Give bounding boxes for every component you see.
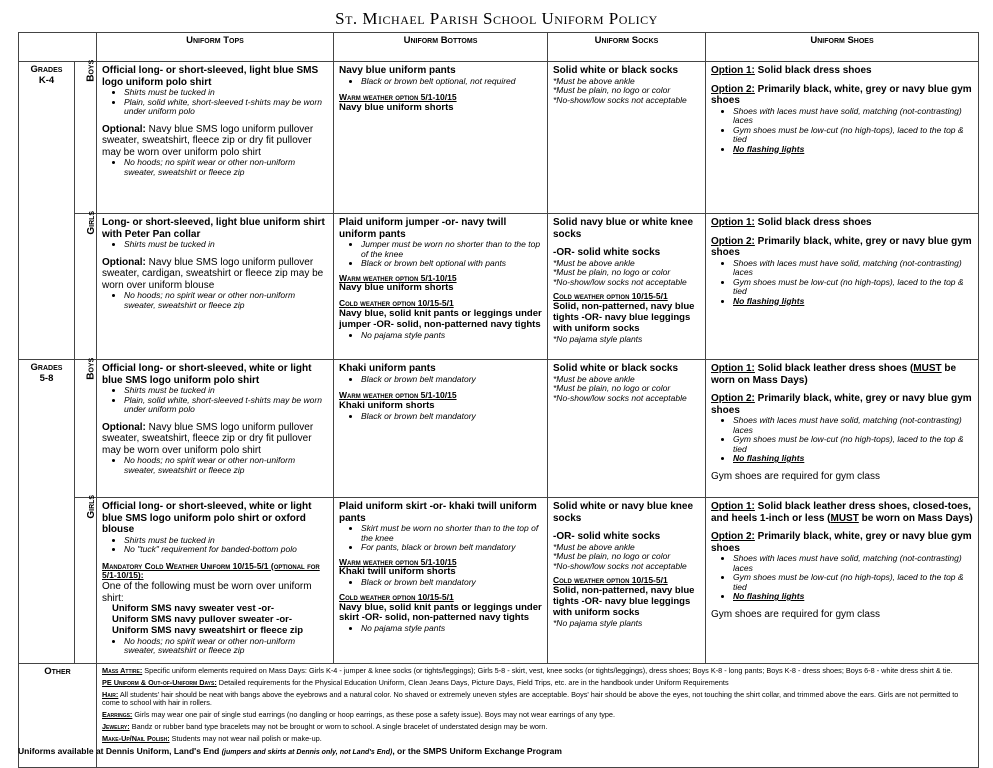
g58-girls-tops: Official long- or short-sleeved, white or light blue SMS logo uniform polo shirt or oxford blouse • Shirts must be tucked in • No "tuck" requirement for banded-bottom polo Mandatory Cold Weather Uniform 10/15-5/1 (optional for 5/1-10/15): One of the following must be worn over uniform shirt: Uniform SMS navy sweater vest -or- Uniform SMS navy pullover sweater -or- Uniform SMS navy sweatshirt or fleece zip • No hoods; no spirit wear or other non-uniform sweater, sweatshirt or fleece zip [97,498,334,664]
uniform-policy-table [18,32,979,768]
jewelry-rule: Jewelry: Bandz or rubber band type bracelets may not be brought or worn to school. A single bracelet of understated design may be worn. [102,721,548,731]
g58-boys-socks: Solid white or black socks *Must be above ankle *Must be plain, no logo or color *No-show/low socks not acceptable [548,360,706,498]
header-tops: Uniform Tops [97,33,334,62]
k4-girls-shoes: Option 1: Solid black dress shoes Option 2: Primarily black, white, grey or navy blue gym shoes • Shoes with laces must have solid, matching (not-contrasting) laces • Gym shoes must be low-cut (no high-tops), laced to the top & tied • No flashing lights [706,214,979,360]
earrings-rule: Earrings: Girls may wear one pair of single stud earrings (no dangling or hoop earrings, as these pose a safety issue). Boys may not wear earrings of any type. [102,710,616,719]
row-k4-girls [19,214,979,360]
k4-boys-shoes: Option 1: Solid black dress shoes Option 2: Primarily black, white, grey or navy blue gym shoes • Shoes with laces must have solid, matching (not-contrasting) laces • Gym shoes must be low-cut (no high-tops), laced to the top & tied • No flashing lights [706,62,979,214]
k4-boys-socks: Solid white or black socks *Must be above ankle *Must be plain, no logo or color *No-show/low socks not acceptable [548,62,706,214]
k4-boys-bottoms: Navy blue uniform pants • Black or brown belt optional, not required Warm weather option 5/1-10/15 Navy blue uniform shorts [334,62,548,214]
header-row [19,33,979,62]
mass-attire-rule: Mass Attire: Specific uniform elements required on Mass Days: Girls K-4 - jumper & knee socks (or tights/leggings); Girls 5-8 - skirt, vest, knee socks (or tights/leggings), dress shoes; Boys K-8 - long pants; Boys K-8 - dress shoes; Boys 6-8 - white dress shirt & tie. [102,666,953,675]
header-socks: Uniform Socks [548,33,706,62]
page-title: St. Michael Parish School Uniform Policy [335,9,658,28]
header-bottoms: Uniform Bottoms [334,33,548,62]
g58-girls-socks: Solid white or navy blue knee socks -OR- solid white socks *Must be above ankle *Must be plain, no logo or color *No-show/low socks not acceptable Cold weather option 10/15-5/1 Solid, non-patterned, navy blue tights -OR- navy blue leggings with uniform socks *No pajama style plants [548,498,706,664]
corner-cell [19,33,97,62]
row-58-boys [19,360,979,498]
g58-boys-shoes: Option 1: Solid black leather dress shoes (MUST be worn on Mass Days) Option 2: Primarily black, white, grey or navy blue gym shoes • Shoes with laces must have solid, matching (not-contrasting) laces • Gym shoes must be low-cut (no high-tops), laced to the top & tied • No flashing lights Gym shoes are required for gym class [706,360,979,498]
header-shoes: Uniform Shoes [706,33,979,62]
hair-rule: Hair: All students' hair should be neat with bangs above the eyebrows and a natural color. No shaved or extremely uneven styles are acceptable. Boys' hair should be above the eyes, not touching the shirt collar, and trimmed above the ears. Girls are not permitted to come to school with hair in rollers. [102,689,959,708]
gender-boys-label: Boys [75,62,97,214]
gender-girls-label: Girls [75,498,97,664]
grade-k4-label: Grades K-4 [19,62,75,360]
footer-note: Uniforms available at Dennis Uniform, Land's End (jumpers and skirts at Dennis only, not Land's End), or the SMPS Uniform Exchange Program [18,746,562,756]
k4-girls-bottoms: Plaid uniform jumper -or- navy twill uniform pants • Jumper must be worn no shorter than to the top of the knee • Black or brown belt optional with pants Warm weather option 5/1-10/15 Navy blue uniform shorts Cold weather option 10/15-5/1 Navy blue, solid knit pants or leggings under jumper -OR- solid, non-patterned navy tights • No pajama style pants [334,214,548,360]
gender-boys-label: Boys [75,360,97,498]
k4-girls-socks: Solid navy blue or white knee socks -OR- solid white socks *Must be above ankle *Must be plain, no logo or color *No-show/low socks not acceptable Cold weather option 10/15-5/1 Solid, non-patterned, navy blue tights -OR- navy blue leggings with uniform socks *No pajama style plants [548,214,706,360]
k4-boys-tops: Official long- or short-sleeved, light blue SMS logo uniform polo shirt • Shirts must be tucked in • Plain, solid white, short-sleeved t-shirts may be worn under uniform polo Optional: Navy blue SMS logo uniform pullover sweater, sweatshirt, fleece zip or dry fit pullover may be worn over uniform polo shirt • No hoods; no spirit wear or other non-uniform sweater, sweatshirt or fleece zip [97,62,334,214]
g58-girls-bottoms: Plaid uniform skirt -or- khaki twill uniform pants • Skirt must be worn no shorter than to the top of the knee • For pants, black or brown belt mandatory Warm weather option 5/1-10/15 Khaki twill uniform shorts • Black or brown belt mandatory Cold weather option 10/15-5/1 Navy blue, solid knit pants or leggings under skirt -OR- solid, non-patterned navy tights • No pajama style pants [334,498,548,664]
g58-boys-bottoms: Khaki uniform pants • Black or brown belt mandatory Warm weather option 5/1-10/15 Khaki uniform shorts • Black or brown belt mandatory [334,360,548,498]
k4-girls-tops: Long- or short-sleeved, light blue uniform shirt with Peter Pan collar • Shirts must be tucked in Optional: Navy blue SMS logo uniform pullover sweater, cardigan, sweatshirt or fleece zip may be worn over uniform blouse • No hoods; no spirit wear or other non-uniform sweater, sweatshirt or fleece zip [97,214,334,360]
gender-girls-label: Girls [75,214,97,360]
row-58-girls [19,498,979,664]
other-label: Other [19,664,97,768]
grade-58-label: Grades 5-8 [19,360,75,664]
g58-girls-shoes: Option 1: Solid black leather dress shoes, closed-toes, and heels 1-inch or less (MUST be worn on Mass Days) Option 2: Primarily black, white, grey or navy blue gym shoes • Shoes with laces must have solid, matching (not-contrasting) laces • Gym shoes must be low-cut (no high-tops), laced to the top & tied • No flashing lights Gym shoes are required for gym class [706,498,979,664]
pe-uniform-rule: PE Uniform & Out-of-Uniform Days: Detailed requirements for the Physical Education Uniform, Clean Jeans Days, Picture Days, Field Trips, etc. are in the handbook under Uniform Requirements [102,677,729,687]
g58-boys-tops: Official long- or short-sleeved, white or light blue SMS logo uniform polo shirt • Shirts must be tucked in • Plain, solid white, short-sleeved t-shirts may be worn under uniform polo Optional: Navy blue SMS logo uniform pullover sweater, sweatshirt, fleece zip or dry fit pullover may be worn over uniform polo shirt • No hoods; no spirit wear or other non-uniform sweater, sweatshirt or fleece zip [97,360,334,498]
row-k4-boys [19,62,979,214]
makeup-rule: Make-Up/Nail Polish: Students may not wear nail polish or make-up. [102,733,322,743]
